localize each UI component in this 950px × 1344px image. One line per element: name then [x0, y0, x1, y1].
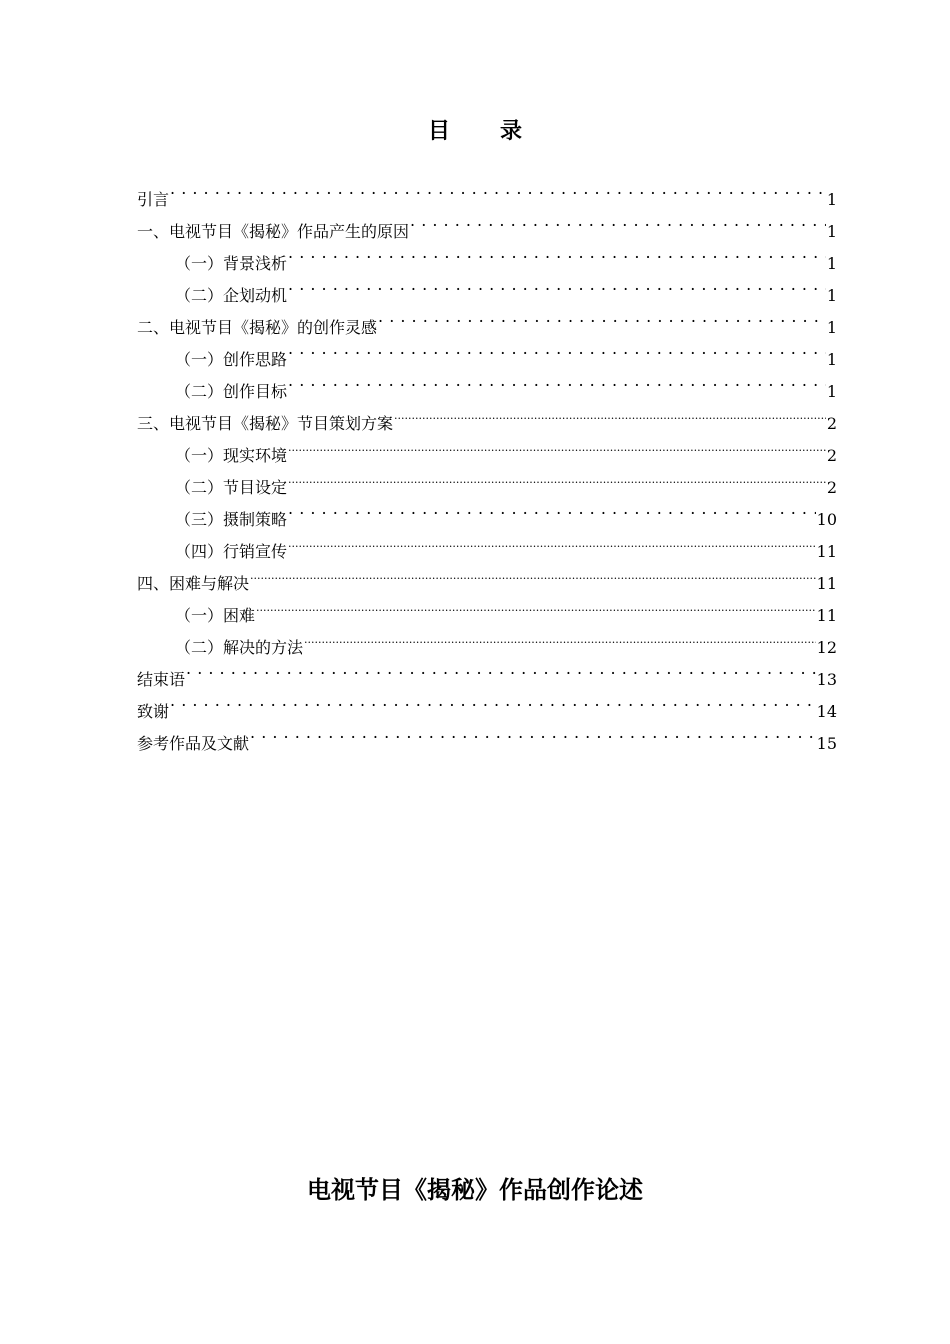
toc-entry-label: （一）背景浅析 [175, 254, 288, 273]
toc-entry-label: （一）现实环境 [175, 446, 288, 465]
toc-entry-label: （一）困难 [175, 606, 256, 625]
toc-entry-label: 三、电视节目《揭秘》节目策划方案 [137, 414, 394, 433]
toc-entry-label: （二）企划动机 [175, 286, 288, 305]
toc-entry[interactable] [137, 653, 837, 689]
toc-entry-page-number: 10 [816, 510, 837, 529]
toc-entry[interactable] [137, 685, 837, 721]
toc-entry-label: （二）创作目标 [175, 382, 288, 401]
toc-entry-label: 一、电视节目《揭秘》作品产生的原因 [137, 222, 410, 241]
toc-entry-label: 参考作品及文献 [137, 734, 250, 753]
toc-entry-label: （三）摄制策略 [175, 510, 288, 529]
toc-dot-leader [288, 269, 826, 301]
toc-entry[interactable] [137, 173, 837, 209]
toc-entry-page-number: 1 [826, 318, 837, 337]
toc-entry-page-number: 12 [816, 638, 837, 657]
document-title: 电视节目《揭秘》作品创作论述 [307, 1176, 643, 1204]
toc-entry-page-number: 1 [826, 350, 837, 369]
toc-dot-leader [288, 525, 816, 557]
toc-entry[interactable] [137, 717, 837, 753]
toc-entry-label: （一）创作思路 [175, 350, 288, 369]
toc-entry-page-number: 15 [816, 734, 837, 753]
toc-entry-page-number: 1 [826, 286, 837, 305]
toc-entry-page-number: 1 [826, 222, 837, 241]
toc-entry-page-number: 2 [826, 446, 837, 465]
toc-entry-label: 引言 [137, 190, 170, 209]
toc-dot-leader [186, 653, 816, 685]
toc-dot-leader [394, 397, 826, 429]
toc-dot-leader [304, 621, 816, 653]
toc-dot-leader [288, 365, 826, 397]
toc-dot-leader [378, 301, 826, 333]
toc-title: 目 录 [427, 118, 536, 144]
toc-entry-page-number: 11 [816, 606, 837, 625]
toc-entry-label: （二）解决的方法 [175, 638, 304, 657]
toc-entry-page-number: 2 [826, 478, 837, 497]
toc-entry-page-number: 2 [826, 414, 837, 433]
toc-dot-leader [250, 557, 816, 589]
table-of-contents [137, 173, 837, 753]
toc-entry-label: 四、困难与解决 [137, 574, 250, 593]
toc-entry-label: 二、电视节目《揭秘》的创作灵感 [137, 318, 378, 337]
toc-dot-leader [288, 333, 826, 365]
toc-dot-leader [170, 685, 816, 717]
toc-dot-leader [170, 173, 826, 205]
toc-entry-page-number: 13 [816, 670, 837, 689]
toc-dot-leader [288, 493, 816, 525]
toc-dot-leader [250, 717, 816, 749]
toc-entry-page-number: 14 [816, 702, 837, 721]
toc-entry[interactable] [137, 205, 837, 241]
toc-entry-page-number: 11 [816, 574, 837, 593]
toc-dot-leader [288, 237, 826, 269]
toc-entry-page-number: 1 [826, 254, 837, 273]
toc-dot-leader [288, 429, 826, 461]
toc-entry-page-number: 1 [826, 190, 837, 209]
toc-entry-label: （二）节目设定 [175, 478, 288, 497]
toc-dot-leader [256, 589, 816, 621]
toc-entry-label: 致谢 [137, 702, 170, 721]
toc-dot-leader [410, 205, 826, 237]
toc-entry-page-number: 1 [826, 382, 837, 401]
toc-dot-leader [288, 461, 826, 493]
toc-entry-label: 结束语 [137, 670, 186, 689]
toc-entry-page-number: 11 [816, 542, 837, 561]
toc-entry-label: （四）行销宣传 [175, 542, 288, 561]
